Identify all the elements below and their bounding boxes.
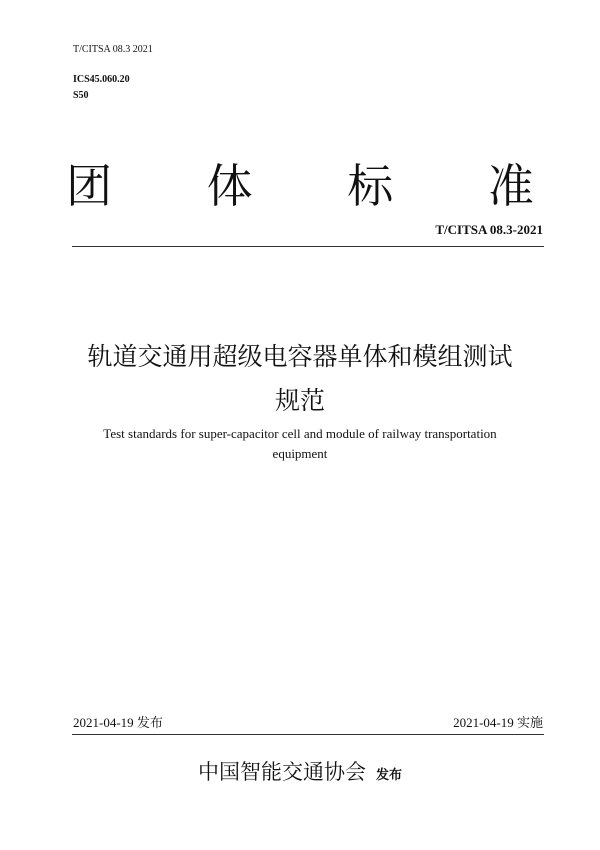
publish-date: 2021-04-19 发布 xyxy=(73,715,163,730)
bottom-divider xyxy=(72,734,544,735)
publisher xyxy=(0,756,600,786)
header-code: T/CITSA 08.3 2021 xyxy=(73,44,153,55)
ics-code: ICS45.060.20 xyxy=(73,74,130,85)
top-divider xyxy=(72,246,544,247)
ccs-code: S50 xyxy=(73,90,89,101)
english-title xyxy=(60,424,540,464)
chinese-title-line-1: 轨道交通用超级电容器单体和模组测试 xyxy=(87,342,513,371)
standard-type-title: 团 体 标 准 xyxy=(66,159,574,213)
chinese-title xyxy=(60,335,540,423)
chinese-title-line-2: 规范 xyxy=(274,386,325,415)
publisher-action: 发布 xyxy=(375,768,402,783)
publisher-organization: 中国智能交通协会 xyxy=(197,760,366,784)
english-title-line-1: Test standards for super-capacitor cell and module of railway transportation xyxy=(103,426,497,441)
english-title-line-2: equipment xyxy=(272,446,328,461)
implement-date: 2021-04-19 实施 xyxy=(453,715,543,730)
standard-number: T/CITSA 08.3-2021 xyxy=(435,222,543,237)
